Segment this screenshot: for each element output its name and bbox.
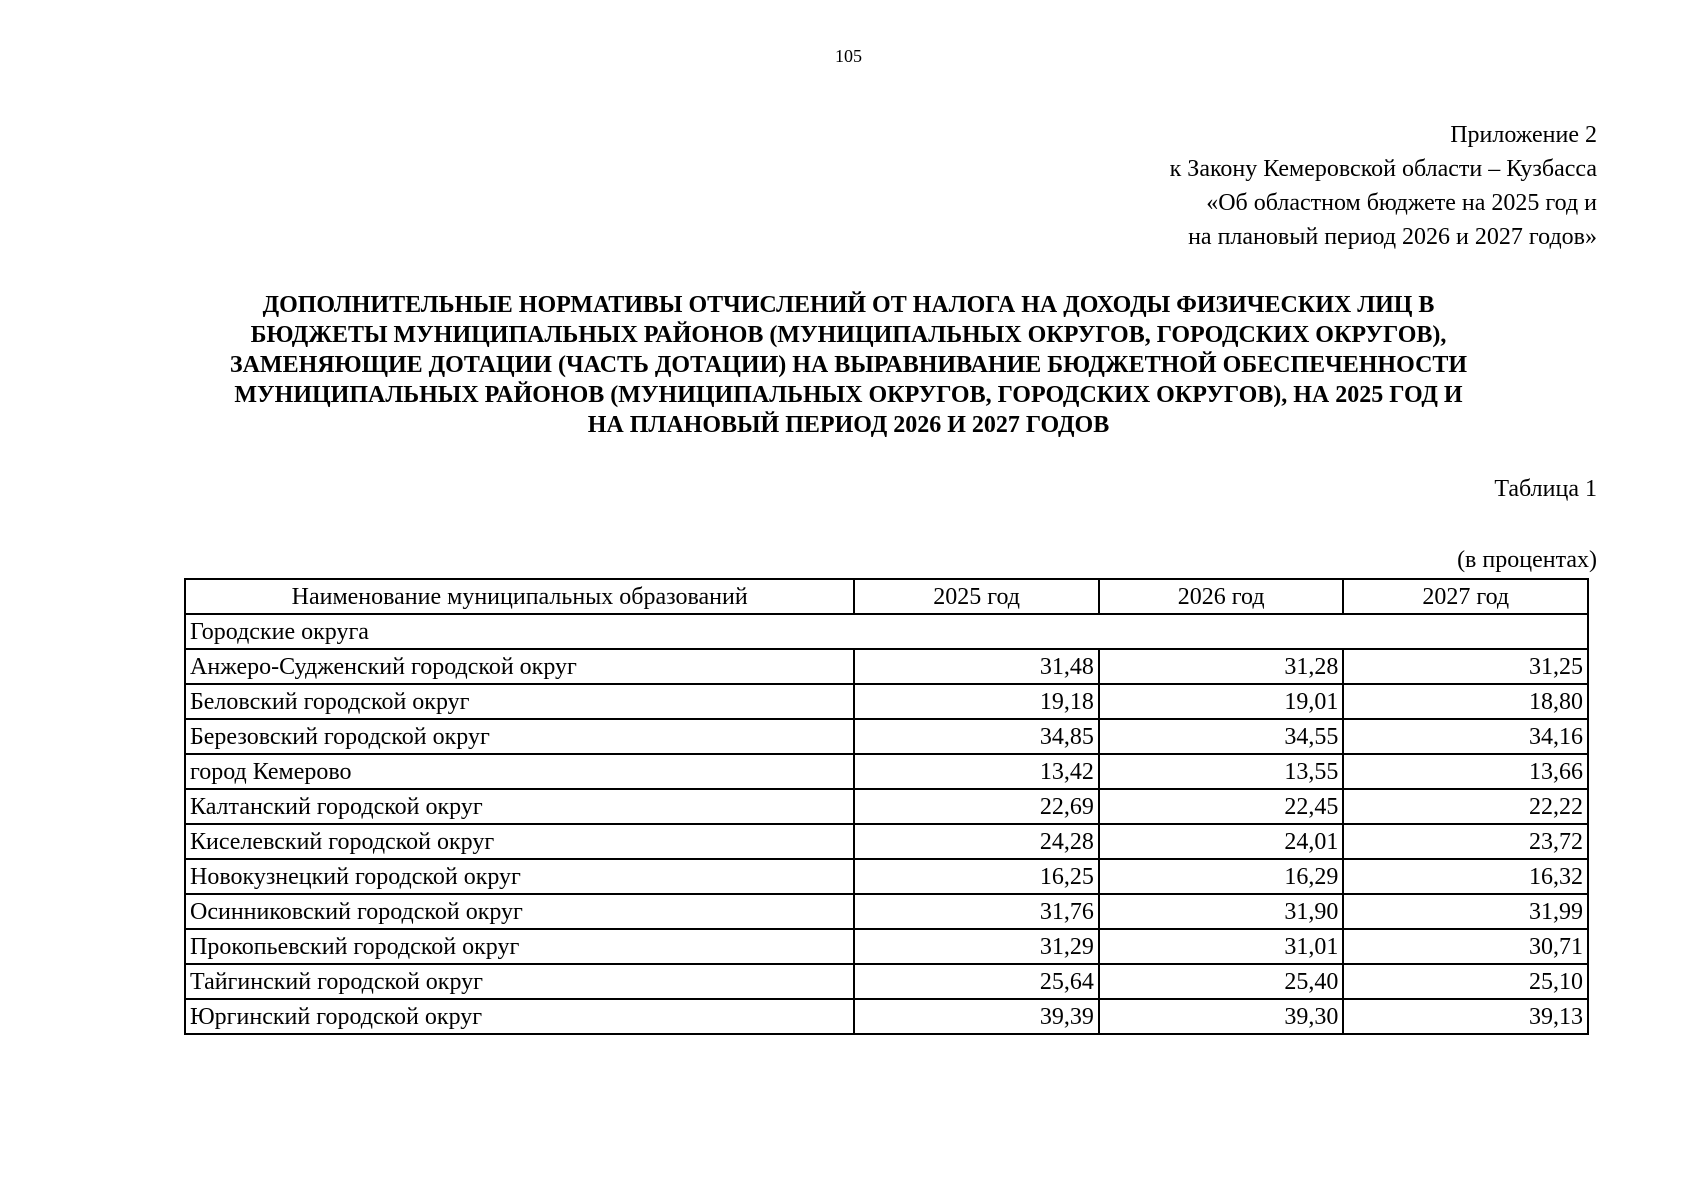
table-row (185, 999, 1588, 1034)
appendix-reference (1170, 118, 1597, 254)
header-2027: 2027 год (1343, 579, 1588, 614)
value-2027: 25,10 (1343, 964, 1588, 999)
value-2027: 31,25 (1343, 649, 1588, 684)
municipality-name: Осинниковский городской округ (185, 894, 854, 929)
municipality-name: Киселевский городской округ (185, 824, 854, 859)
value-2025: 25,64 (854, 964, 1099, 999)
appendix-line: Приложение 2 (1450, 122, 1597, 148)
table-row (185, 754, 1588, 789)
title-line: ДОПОЛНИТЕЛЬНЫЕ НОРМАТИВЫ ОТЧИСЛЕНИЙ ОТ НАЛОГА НА ДОХОДЫ ФИЗИЧЕСКИХ ЛИЦ В (262, 292, 1435, 318)
value-2026: 19,01 (1099, 684, 1344, 719)
value-2025: 31,48 (854, 649, 1099, 684)
value-2026: 13,55 (1099, 754, 1344, 789)
table-header-row (185, 579, 1588, 614)
value-2026: 25,40 (1099, 964, 1344, 999)
municipality-name: Беловский городской округ (185, 684, 854, 719)
units-note: (в процентах) (1457, 547, 1597, 573)
header-2025: 2025 год (854, 579, 1099, 614)
title-line: БЮДЖЕТЫ МУНИЦИПАЛЬНЫХ РАЙОНОВ (МУНИЦИПАЛЬНЫХ ОКРУГОВ, ГОРОДСКИХ ОКРУГОВ), (250, 322, 1447, 348)
value-2027: 23,72 (1343, 824, 1588, 859)
table-row (185, 719, 1588, 754)
value-2027: 30,71 (1343, 929, 1588, 964)
group-label: Городские округа (185, 614, 1588, 649)
table-row (185, 964, 1588, 999)
municipality-name: Новокузнецкий городской округ (185, 859, 854, 894)
table-row (185, 824, 1588, 859)
value-2025: 39,39 (854, 999, 1099, 1034)
municipality-name: Калтанский городской округ (185, 789, 854, 824)
document-title (170, 290, 1527, 440)
value-2025: 22,69 (854, 789, 1099, 824)
municipality-name: Березовский городской округ (185, 719, 854, 754)
value-2027: 18,80 (1343, 684, 1588, 719)
value-2026: 34,55 (1099, 719, 1344, 754)
municipality-name: Прокопьевский городской округ (185, 929, 854, 964)
table-row (185, 684, 1588, 719)
value-2025: 34,85 (854, 719, 1099, 754)
value-2027: 13,66 (1343, 754, 1588, 789)
value-2027: 22,22 (1343, 789, 1588, 824)
norms-table (184, 578, 1589, 1035)
table-row (185, 789, 1588, 824)
value-2025: 31,29 (854, 929, 1099, 964)
value-2027: 39,13 (1343, 999, 1588, 1034)
value-2026: 16,29 (1099, 859, 1344, 894)
value-2027: 34,16 (1343, 719, 1588, 754)
value-2026: 39,30 (1099, 999, 1344, 1034)
value-2025: 31,76 (854, 894, 1099, 929)
value-2026: 24,01 (1099, 824, 1344, 859)
municipality-name: Юргинский городской округ (185, 999, 854, 1034)
table-row (185, 894, 1588, 929)
municipality-name: Анжеро-Судженский городской округ (185, 649, 854, 684)
table-row (185, 859, 1588, 894)
header-name: Наименование муниципальных образований (185, 579, 854, 614)
group-row (185, 614, 1588, 649)
appendix-line: к Закону Кемеровской области – Кузбасса (1169, 156, 1597, 182)
municipality-name: Тайгинский городской округ (185, 964, 854, 999)
appendix-line: на плановый период 2026 и 2027 годов» (1188, 224, 1597, 250)
value-2026: 31,01 (1099, 929, 1344, 964)
value-2025: 19,18 (854, 684, 1099, 719)
value-2026: 31,28 (1099, 649, 1344, 684)
title-line: ЗАМЕНЯЮЩИЕ ДОТАЦИИ (ЧАСТЬ ДОТАЦИИ) НА ВЫРАВНИВАНИЕ БЮДЖЕТНОЙ ОБЕСПЕЧЕННОСТИ (229, 352, 1468, 378)
value-2027: 31,99 (1343, 894, 1588, 929)
table-row (185, 649, 1588, 684)
value-2025: 24,28 (854, 824, 1099, 859)
value-2025: 13,42 (854, 754, 1099, 789)
table-row (185, 929, 1588, 964)
municipality-name: город Кемерово (185, 754, 854, 789)
table-label: Таблица 1 (1494, 476, 1597, 502)
title-line: МУНИЦИПАЛЬНЫХ РАЙОНОВ (МУНИЦИПАЛЬНЫХ ОКРУГОВ, ГОРОДСКИХ ОКРУГОВ), НА 2025 ГОД И (234, 382, 1463, 408)
value-2025: 16,25 (854, 859, 1099, 894)
value-2027: 16,32 (1343, 859, 1588, 894)
value-2026: 31,90 (1099, 894, 1344, 929)
value-2026: 22,45 (1099, 789, 1344, 824)
appendix-line: «Об областном бюджете на 2025 год и (1206, 190, 1597, 216)
title-line: НА ПЛАНОВЫЙ ПЕРИОД 2026 И 2027 ГОДОВ (587, 412, 1110, 438)
header-2026: 2026 год (1099, 579, 1344, 614)
page-number: 105 (835, 46, 862, 66)
